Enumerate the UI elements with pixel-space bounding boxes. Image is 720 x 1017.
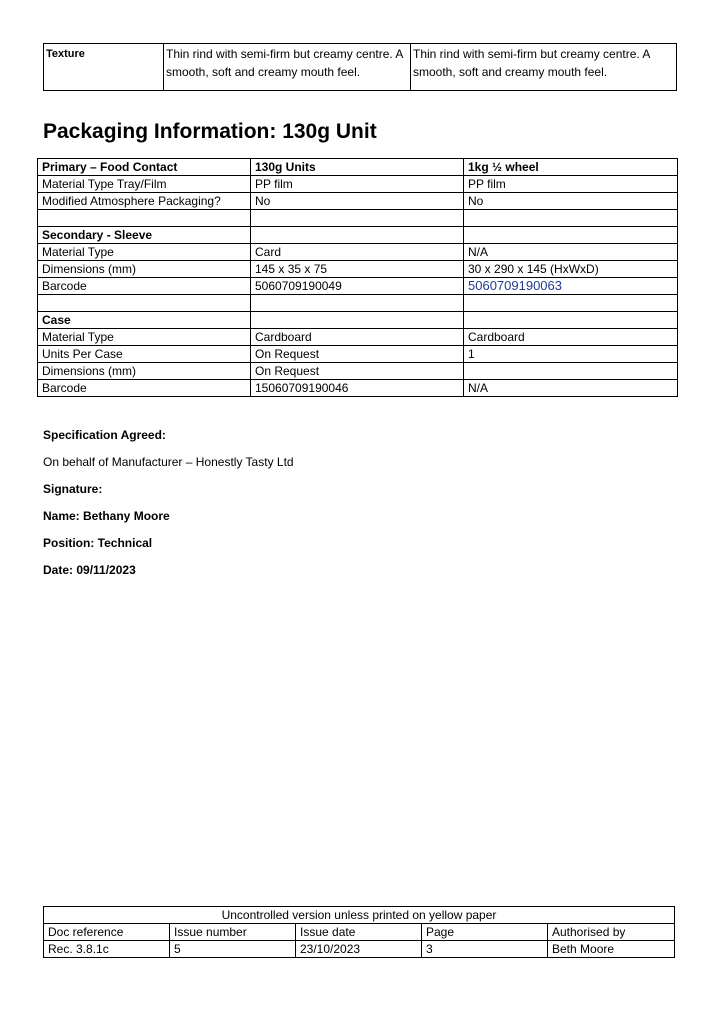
table-cell: Modified Atmosphere Packaging? [38, 193, 251, 210]
table-row [38, 244, 678, 261]
table-cell [251, 210, 464, 227]
texture-row [44, 44, 677, 91]
table-cell [464, 227, 678, 244]
table-cell: PP film [464, 176, 678, 193]
footer-doc-reference: Rec. 3.8.1c [44, 941, 170, 958]
document-control-footer [43, 906, 675, 958]
table-cell: 5060709190049 [251, 278, 464, 295]
footer-header-issue-number: Issue number [170, 924, 296, 941]
table-cell: Cardboard [464, 329, 678, 346]
table-cell: Dimensions (mm) [38, 363, 251, 380]
table-row [38, 295, 678, 312]
spec-agreed: Specification Agreed: [43, 428, 166, 442]
table-cell: PP film [251, 176, 464, 193]
table-cell: On Request [251, 363, 464, 380]
spec-date: Date: 09/11/2023 [43, 563, 136, 577]
table-cell [464, 295, 678, 312]
footer-page: 3 [422, 941, 548, 958]
spec-behalf: On behalf of Manufacturer – Honestly Tasty Ltd [43, 455, 294, 469]
table-cell [38, 295, 251, 312]
table-cell: Material Type Tray/Film [38, 176, 251, 193]
table-cell [38, 210, 251, 227]
table-cell [464, 312, 678, 329]
table-cell: Cardboard [251, 329, 464, 346]
table-cell: 145 x 35 x 75 [251, 261, 464, 278]
table-cell: 15060709190046 [251, 380, 464, 397]
footer-header-issue-date: Issue date [296, 924, 422, 941]
table-cell: Units Per Case [38, 346, 251, 363]
table-cell: Barcode [38, 380, 251, 397]
table-cell: 30 x 290 x 145 (HxWxD) [464, 261, 678, 278]
footer-header-page: Page [422, 924, 548, 941]
table-cell: Primary – Food Contact [38, 159, 251, 176]
table-row [38, 227, 678, 244]
table-row [38, 312, 678, 329]
table-row [38, 346, 678, 363]
table-cell [251, 312, 464, 329]
footer-notice-row [44, 907, 675, 924]
table-row [38, 159, 678, 176]
footer-header-doc-reference: Doc reference [44, 924, 170, 941]
table-cell: 5060709190063 [464, 278, 678, 295]
table-cell [251, 295, 464, 312]
footer-value-row [44, 941, 675, 958]
table-row [38, 176, 678, 193]
table-cell: Material Type [38, 244, 251, 261]
table-row [38, 329, 678, 346]
table-row [38, 278, 678, 295]
footer-notice: Uncontrolled version unless printed on yellow paper [44, 907, 675, 924]
table-row [38, 380, 678, 397]
table-cell: Barcode [38, 278, 251, 295]
texture-label: Texture [44, 44, 164, 91]
texture-description-1kg: Thin rind with semi-firm but creamy centre. A smooth, soft and creamy mouth feel. [411, 44, 677, 91]
table-cell: 1 [464, 346, 678, 363]
footer-header-row [44, 924, 675, 941]
table-row [38, 210, 678, 227]
footer-authorised-by: Beth Moore [548, 941, 675, 958]
packaging-table [37, 158, 678, 397]
table-cell: Case [38, 312, 251, 329]
spec-position: Position: Technical [43, 536, 153, 550]
table-cell: 1kg ½ wheel [464, 159, 678, 176]
table-cell: Dimensions (mm) [38, 261, 251, 278]
table-cell: N/A [464, 380, 678, 397]
table-cell: On Request [251, 346, 464, 363]
table-cell [464, 210, 678, 227]
table-cell [251, 227, 464, 244]
texture-table [43, 43, 677, 91]
texture-description-130g: Thin rind with semi-firm but creamy centre. A smooth, soft and creamy mouth feel. [164, 44, 411, 91]
footer-header-authorised-by: Authorised by [548, 924, 675, 941]
table-cell: No [464, 193, 678, 210]
table-row [38, 363, 678, 380]
spec-signature: Signature: [43, 482, 103, 496]
table-row [38, 193, 678, 210]
spec-name: Name: Bethany Moore [43, 509, 170, 523]
table-row [38, 261, 678, 278]
packaging-heading: Packaging Information: 130g Unit [43, 120, 377, 143]
table-cell [464, 363, 678, 380]
table-cell: No [251, 193, 464, 210]
table-cell: 130g Units [251, 159, 464, 176]
table-cell: Material Type [38, 329, 251, 346]
table-cell: Secondary - Sleeve [38, 227, 251, 244]
footer-issue-number: 5 [170, 941, 296, 958]
footer-issue-date: 23/10/2023 [296, 941, 422, 958]
table-cell: N/A [464, 244, 678, 261]
table-cell: Card [251, 244, 464, 261]
